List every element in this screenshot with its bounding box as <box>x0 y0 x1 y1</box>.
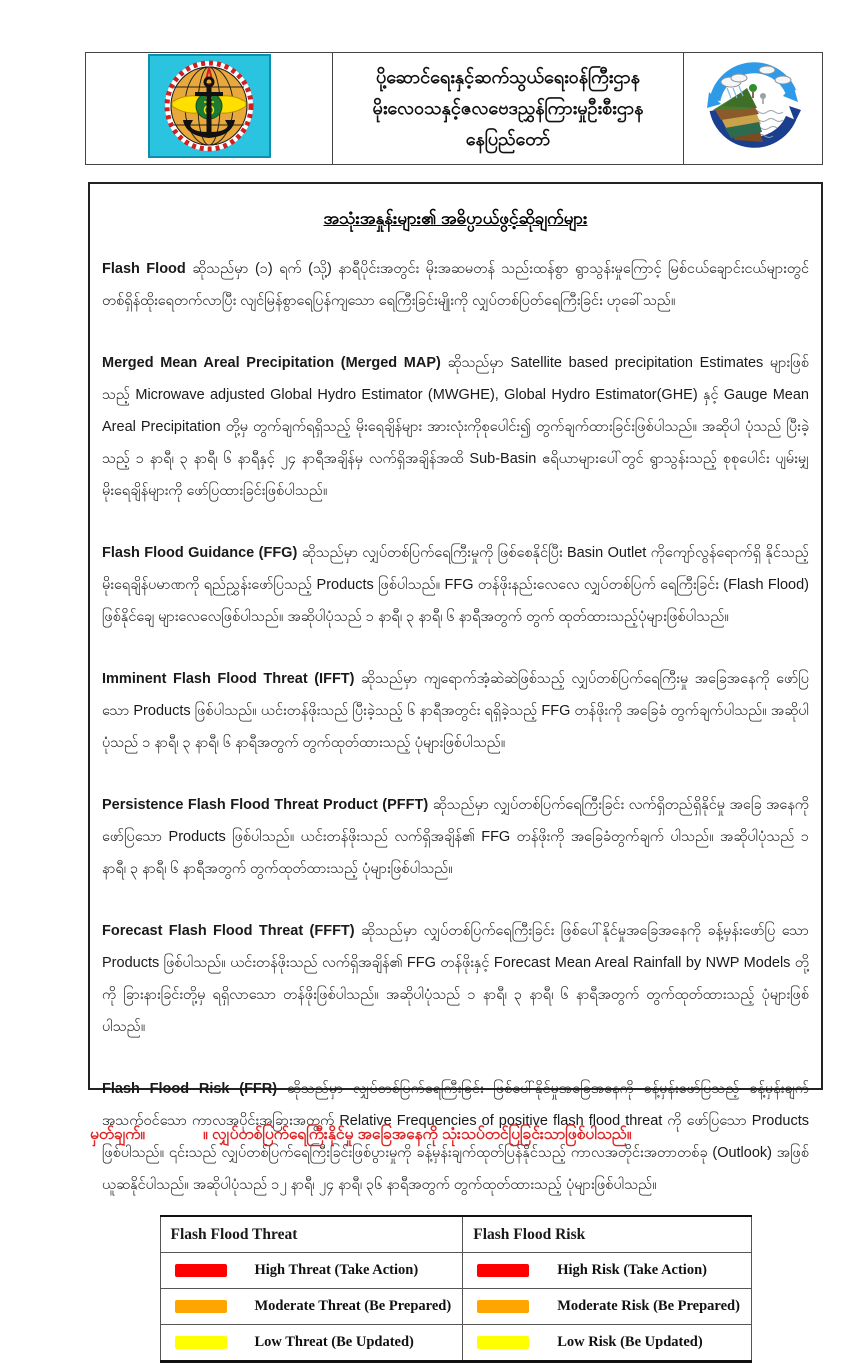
ministry-of-transport-logo-icon <box>148 54 271 163</box>
moderate-threat-label: Moderate Threat (Be Prepared) <box>254 1298 452 1314</box>
high-threat-label: High Threat (Take Action) <box>254 1262 419 1278</box>
paragraph-ffft <box>102 915 809 1043</box>
ministry-name: ပို့ဆောင်ရေးနှင့်ဆက်သွယ်ရေးဝန်ကြီးဌာန <box>376 67 640 87</box>
header-left-logo-cell <box>86 53 333 164</box>
paragraph-ffg <box>102 537 809 633</box>
legend-header-row <box>160 1216 751 1253</box>
low-risk-color-swatch <box>477 1336 529 1349</box>
paragraph-flash-flood <box>102 253 809 317</box>
page-header <box>85 52 823 165</box>
paragraph-ifft <box>102 663 809 759</box>
paragraph-text: ဆိုသည်မှာ (၁) ရက် (သို့) နာရီပိုင်းအတွင်း မိုးအဆမတန် သည်းထန်စွာ ရွာသွန်းမှုကြောင့် မြစ်ငယ်ချောင်းငယ်များတွင် တစ်ရှိန်ထိုးရေတက်လာပြီး လျင်မြန်စွာရေပြန်ကျသော ရေကြီးခြင်းမျိုးကို လျှပ်တစ်ပြတ်ရေကြီးခြင်း ဟုခေါ်သည်။ <box>102 261 809 309</box>
header-right-logo-cell <box>684 53 822 164</box>
paragraph-text: ဆိုသည်မှာ လျှပ်တစ်ပြက်ရေကြီးမှုကို ဖြစ်စေနိုင်ပြီး Basin Outlet ကိုကျော်လွန်ရောက်ရှိ နိုင်သည့် မိုးရေချိန်ပမာဏကို ရည်ညွှန်းဖော်ပြသည့် Products ဖြစ်ပါသည်။ FFG တန်ဖိုးနည်းလေလေ လျှပ်တစ်ပြက် ရေကြီးခြင်း (Flash Flood) ဖြစ်နိုင်ချေ များလေလေဖြစ်ပါသည်။ အဆိုပါပုံသည် ၁ နာရီ၊ ၃ နာရီ၊ ၆ နာရီအတွက် တွက် ထုတ်ထားသည့်ပုံများဖြစ်ပါသည်။ <box>102 545 809 625</box>
term-pfft: Persistence Flash Flood Threat Product (PFFT) <box>102 797 429 813</box>
paragraph-text: ဆိုသည်မှာ ကျရောက်အံ့ဆဲဆဲဖြစ်သည့် လျှပ်တစ်ပြက်ရေကြီးမှု အခြေအနေကို ဖော်ပြသော Products ဖြစ်ပါသည်။ ယင်းတန်ဖိုးသည် ပြီးခဲ့သည့် ၆ နာရီအတွင်း ရရှိခဲ့သည့် FFG တန်ဖိုးကို အခြေခံ တွက်ချက်ပါသည်။ အဆိုပါပုံသည် ၁ နာရီ၊ ၃ နာရီ၊ ၆ နာရီအတွက် တွက်ထုတ်ထားသည့် ပုံများဖြစ်ပါသည်။ <box>102 671 809 751</box>
legend-row-high <box>160 1253 751 1289</box>
term-merged-map: Merged Mean Areal Precipitation (Merged MAP) <box>102 355 441 371</box>
paragraph-text: ဆိုသည်မှာ လျှပ်တစ်ပြက်ရေကြီးခြင်း လက်ရှိတည်ရှိနိုင်မှု အခြေ အနေကို ဖော်ပြသော Products ဖြစ်ပါသည်။ ယင်းတန်ဖိုးသည် လက်ရှိအချိန်၏ FFG တန်ဖိုးကို အခြေခံတွက်ချက် ပါသည်။ အဆိုပါပုံသည် ၁ နာရီ၊ ၃ နာရီ၊ ၆ နာရီအတွက် တွက်ထုတ်ထားသည့် ပုံများဖြစ်ပါသည်။ <box>102 797 809 877</box>
term-ffg: Flash Flood Guidance (FFG) <box>102 545 298 561</box>
low-risk-label: Low Risk (Be Updated) <box>557 1334 703 1350</box>
legend-row-moderate <box>160 1289 751 1325</box>
department-name: မိုးလေဝသနှင့်ဇလဗေဒညွှန်ကြားမှုဦးစီးဌာန <box>372 98 644 118</box>
term-ffft: Forecast Flash Flood Threat (FFFT) <box>102 923 355 939</box>
flash-flood-legend-table <box>160 1215 752 1363</box>
document-title: အသုံးအနှုန်းများ၏ အဓိပ္ပာယ်ဖွင့်ဆိုချက်များ <box>323 209 588 228</box>
footer-note-text: ။ လျှပ်တစ်ပြက်ရေကြီးနိုင်မှု အခြေအနေကို သုံးသပ်တင်ပြခြင်းသာဖြစ်ပါသည်။ <box>202 1126 632 1143</box>
moderate-risk-color-swatch <box>477 1300 529 1313</box>
moderate-threat-color-swatch <box>175 1300 227 1313</box>
low-threat-color-swatch <box>175 1336 227 1349</box>
paragraph-text: ဆိုသည်မှာ လျှပ်တစ်ပြက်ရေကြီးခြင်း ဖြစ်ပေါ်နိုင်မှုအခြေအနေကို ခန့်မှန်းဖော်ပြ သော Products ဖြစ်ပါသည်။ ယင်းတန်ဖိုးသည် လက်ရှိအချိန်၏ FFG တန်ဖိုးနှင့် Forecast Mean Areal Rainfall by NWP Models တို့ကို ခြားနားခြင်းတို့မှ ရရှိလာသော တန်ဖိုးဖြစ်ပါသည်။ အဆိုပါပုံသည် ၁ နာရီ၊ ၃ နာရီ၊ ၆ နာရီအတွက် တွက်ထုတ်ထားသည့် ပုံများဖြစ်ပါသည်။ <box>102 923 809 1035</box>
legend-header-threat: Flash Flood Threat <box>160 1216 463 1253</box>
legend-row-low <box>160 1325 751 1362</box>
header-title-cell <box>333 53 684 164</box>
moderate-risk-label: Moderate Risk (Be Prepared) <box>557 1298 740 1314</box>
paragraph-merged-map <box>102 347 809 507</box>
footer-note-label: မှတ်ချက်။ <box>90 1126 145 1143</box>
paragraph-text: ဆိုသည်မှာ Satellite based precipitation Estimates များဖြစ် သည့် Microwave adjusted Global Hydro Estimator (MWGHE), Global Hydro Estimator(GHE) နှင့် Gauge Mean Areal Precipitation တို့မှ တွက်ချက်ရရှိသည့် မိုးရေချိန်များ အားလုံးကိုစုပေါင်း၍ တွက်ချက်ထားခြင်းဖြစ်ပါသည်။ အဆိုပါ ပုံသည် ပြီးခဲ့သည့် ၁ နာရီ၊ ၃ နာရီ၊ ၆ နာရီနှင့် ၂၄ နာရီအချိန်မှ လက်ရှိအချိန်အထိ Sub-Basin ဧရိယာများပေါ်တွင် ရွာသွန်းသည့် စုစုပေါင်း ပျမ်းမျှ မိုးရေချိန်များကို ဖော်ပြထားခြင်းဖြစ်ပါသည်။ <box>102 355 809 499</box>
low-threat-label: Low Threat (Be Updated) <box>254 1334 414 1350</box>
term-ifft: Imminent Flash Flood Threat (IFFT) <box>102 671 355 687</box>
term-flash-flood: Flash Flood <box>102 261 186 277</box>
footer-note <box>90 1122 790 1148</box>
high-risk-color-swatch <box>477 1264 529 1277</box>
term-ffr: Flash Flood Risk (FFR) <box>102 1081 278 1097</box>
meteorology-hydrology-logo-icon <box>699 54 807 163</box>
paragraph-pfft <box>102 789 809 885</box>
city-name: နေပြည်တော် <box>465 129 551 149</box>
legend-header-risk: Flash Flood Risk <box>463 1216 751 1253</box>
paragraph-text: ဆိုသည်မှာ လျှပ်တစ်ပြက်ရေကြီးခြင်း ဖြစ်ပေါ်နိုင်မှုအခြေအနေကို ခန့်မှန်းဖော်ပြသည့် ခန့်မှန်းချက် အသက်ဝင်သော ကာလအပိုင်းအခြားအတွက် Relative Frequencies of positive flash flood threat ကို ဖော်ပြသော Products ဖြစ်ပါသည်။ ၎င်းသည် လျှပ်တစ်ပြက်ရေကြီးခြင်းဖြစ်ပွားမှုကို ခန့်မှန်းချက်ထုတ်ပြန်နိုင်သည့် ကာလအတိုင်းအတာတစ်ခု (Outlook) အဖြစ် ယူဆနိုင်ပါသည်။ အဆိုပါပုံသည် ၁၂ နာရီ၊ ၂၄ နာရီ၊ ၃၆ နာရီအတွက် တွက်ထုတ်ထားသည့် ပုံများဖြစ်ပါသည်။ <box>102 1081 809 1193</box>
high-threat-color-swatch <box>175 1264 227 1277</box>
high-risk-label: High Risk (Take Action) <box>557 1262 707 1278</box>
